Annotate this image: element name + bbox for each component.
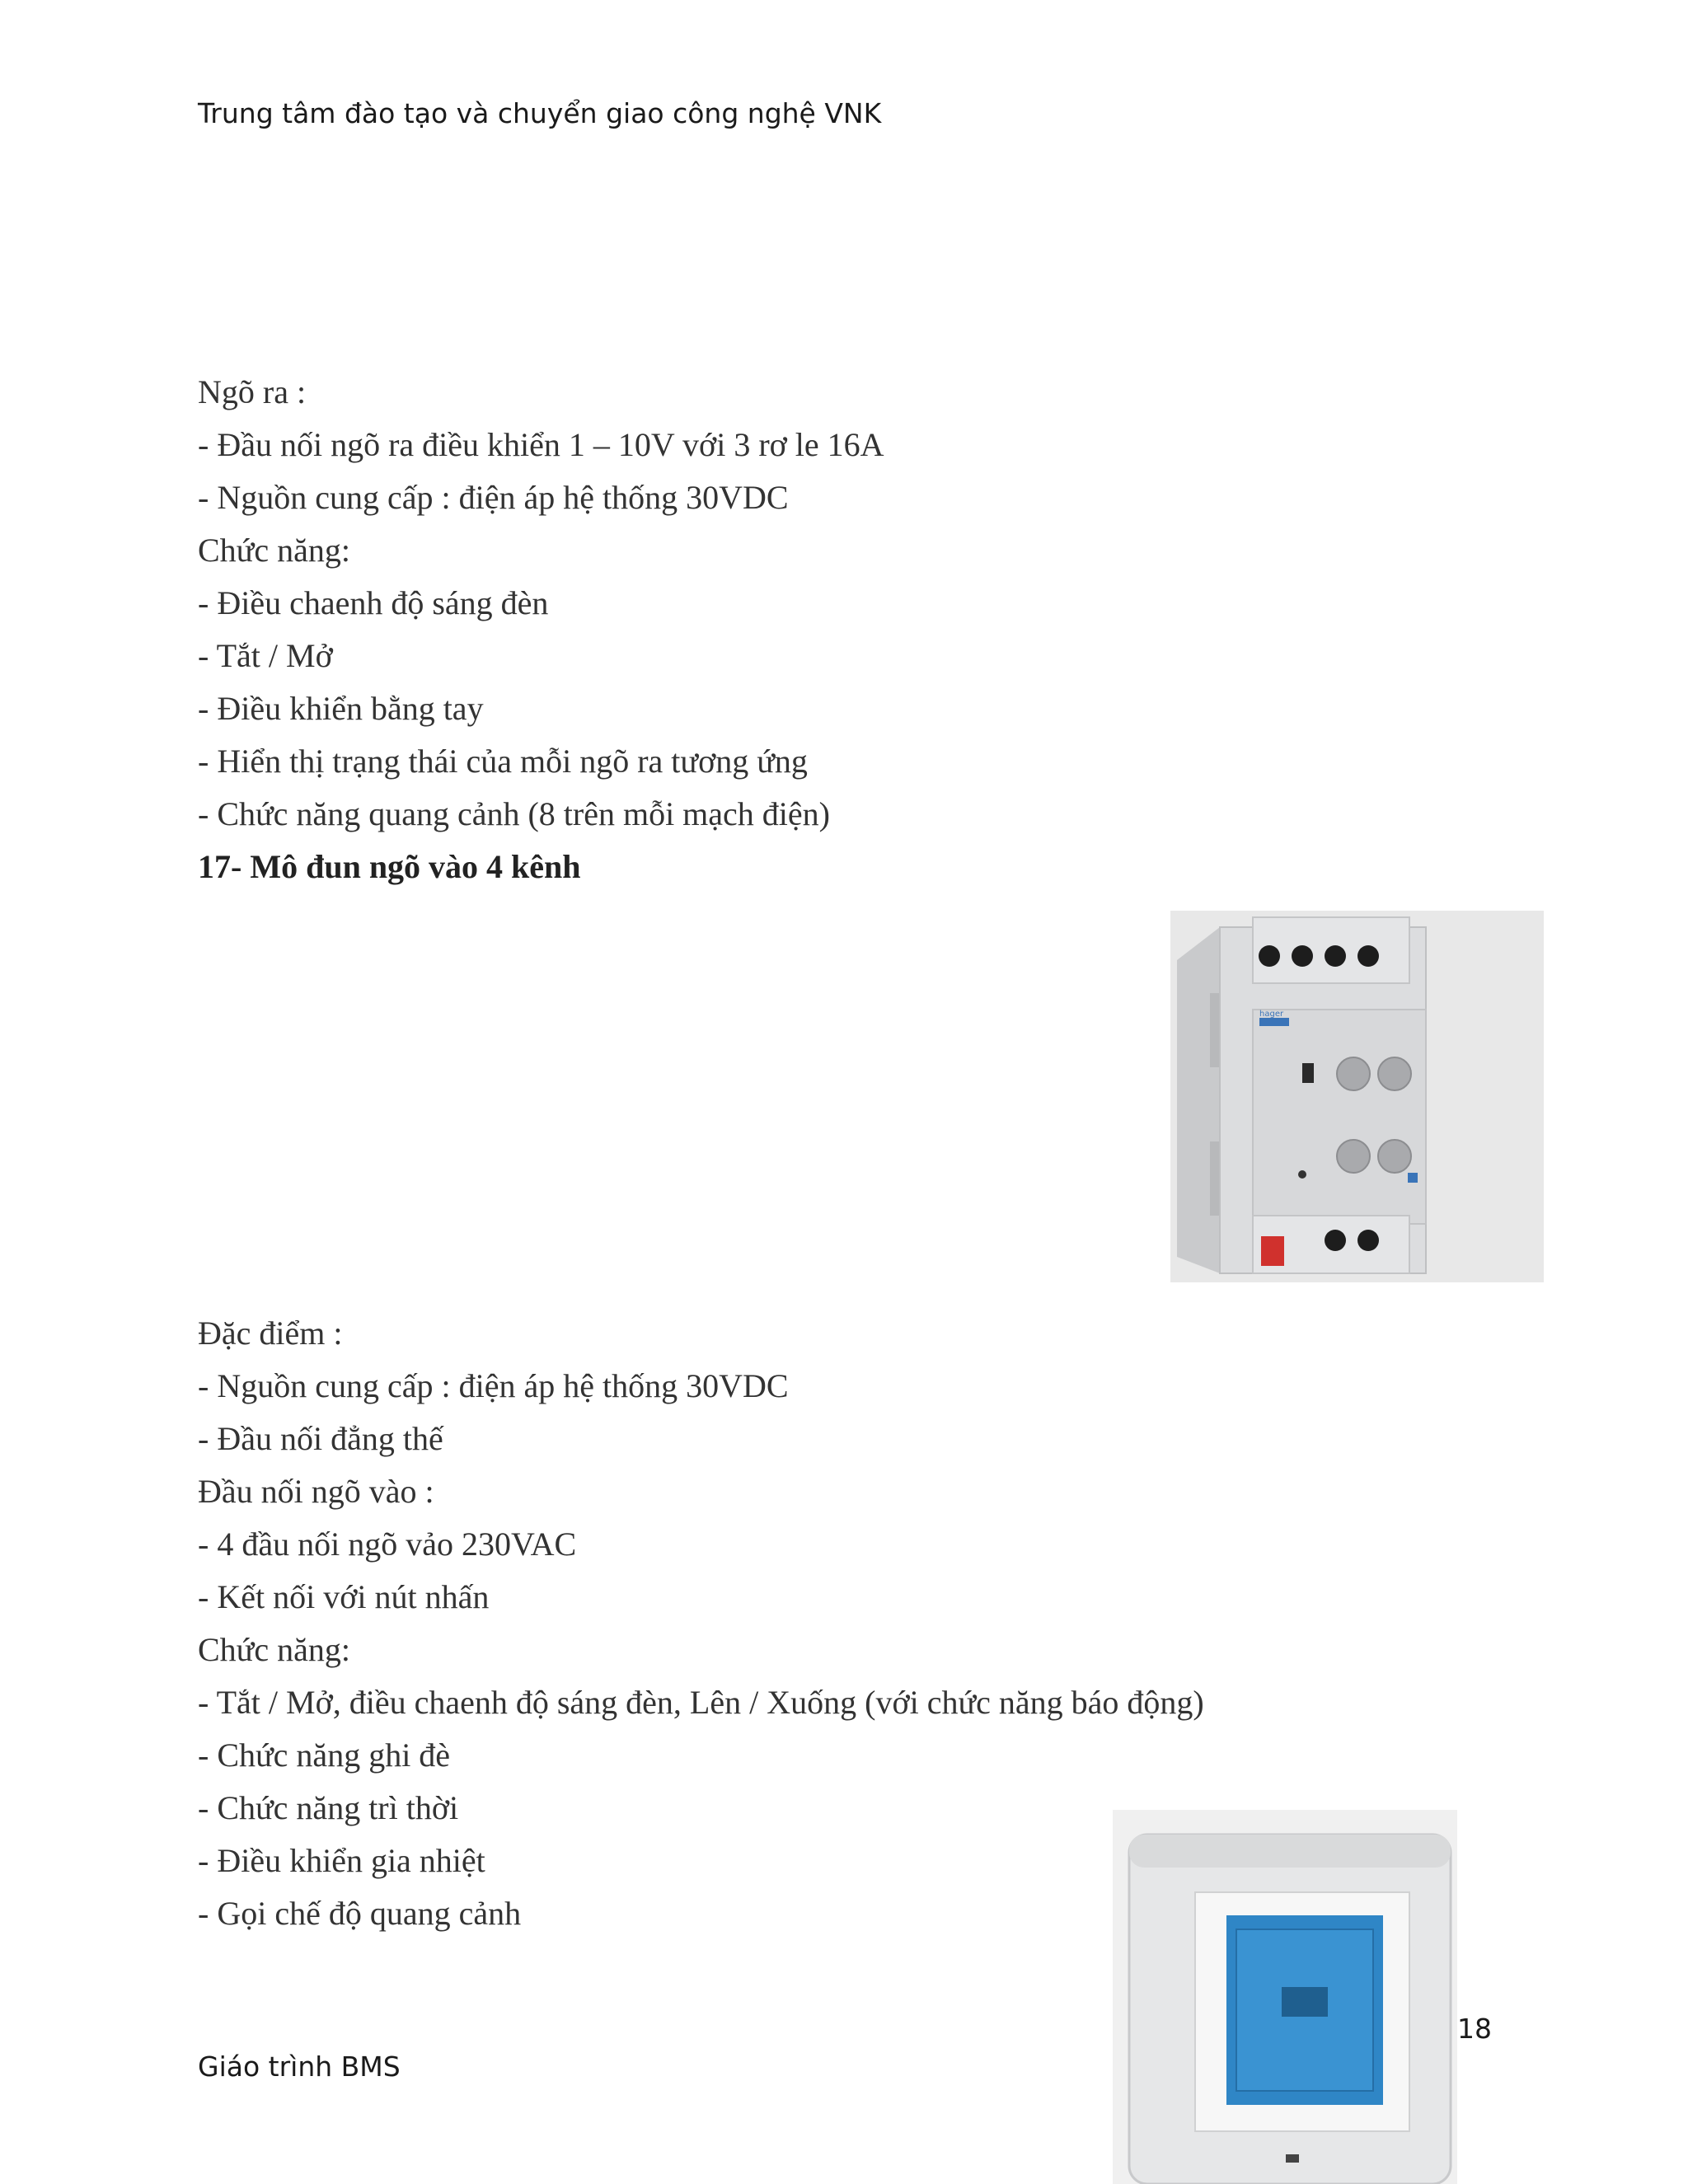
- text-line: - 4 đầu nối ngõ vảo 230VAC: [198, 1526, 577, 1563]
- text-line: - Hiển thị trạng thái của mỗi ngõ ra tương ứng: [198, 743, 808, 780]
- text-line: - Điều khiển gia nhiệt: [198, 1842, 485, 1879]
- text-line: - Chức năng quang cảnh (8 trên mỗi mạch điện): [198, 795, 830, 832]
- text-line: - Gọi chế độ quang cảnh: [198, 1895, 522, 1932]
- section-output-functions: [198, 366, 884, 893]
- text-line: - Chức năng trì thời: [198, 1789, 459, 1826]
- text-line: - Tắt / Mở: [198, 637, 333, 674]
- din-module-image: [1170, 911, 1544, 1282]
- text-line: - Kết nối với nút nhấn: [198, 1578, 490, 1615]
- text-line: - Đầu nối đẳng thế: [198, 1420, 443, 1457]
- page-footer: Giáo trình BMS: [198, 2050, 401, 2083]
- text-line: - Đầu nối ngõ ra điều khiển 1 – 10V với 3 rơ le 16A: [198, 426, 884, 463]
- text-line: - Điều chaenh độ sáng đèn: [198, 584, 549, 621]
- text-line: - Điều khiển bằng tay: [198, 690, 484, 727]
- dimmer-module-photo: [1170, 911, 1544, 1282]
- text-line: Chức năng:: [198, 532, 350, 569]
- page-number: 18: [1457, 2013, 1492, 2045]
- text-line: Chức năng:: [198, 1631, 350, 1668]
- page-header: Trung tâm đào tạo và chuyển giao công nghệ VNK: [198, 97, 882, 129]
- section-input-module: [198, 1307, 1204, 1940]
- text-line: Đầu nối ngõ vào :: [198, 1473, 434, 1510]
- brand-label: hager: [1259, 1010, 1284, 1019]
- text-line: - Tắt / Mở, điều chaenh độ sáng đèn, Lên / Xuống (với chức năng báo động): [198, 1684, 1204, 1721]
- text-line: - Nguồn cung cấp : điện áp hệ thống 30VDC: [198, 1367, 789, 1404]
- section-heading: 17- Mô đun ngõ vào 4 kênh: [198, 848, 581, 885]
- text-line: - Chức năng ghi đè: [198, 1736, 451, 1774]
- wall-panel-photo: [1113, 1810, 1457, 2184]
- text-line: - Nguồn cung cấp : điện áp hệ thống 30VDC: [198, 479, 789, 516]
- text-line: Ngõ ra :: [198, 373, 307, 410]
- text-line: Đặc điểm :: [198, 1315, 343, 1352]
- wall-panel-image: [1113, 1810, 1457, 2184]
